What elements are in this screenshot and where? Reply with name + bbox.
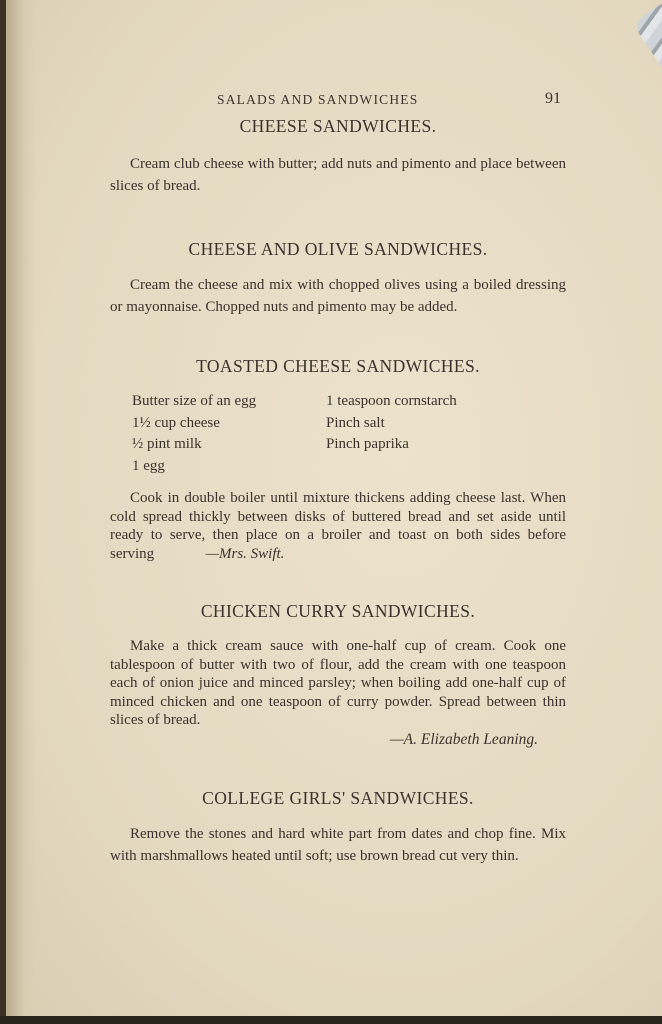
recipe-signature: —Mrs. Swift.: [205, 545, 285, 562]
book-page: [6, 0, 662, 1016]
recipe-body: Make a thick cream sauce with one-half cup of cream. Cook one tablespoon of butter with two of flour, add the cream with one teaspoon each of onion juice and minced parsley; when boiling add one-half cup of minced chicken and one teaspoon of curry powder. Spread between thin slices of bread.: [110, 638, 566, 728]
recipe-body: Cream club cheese with butter; add nuts and pimento and place between slices of bread.: [110, 156, 566, 194]
page-bottom-edge: [0, 1016, 662, 1024]
recipe-text: Cook in double boiler until mixture thickens adding cheese last. When cold spread thickly between disks of buttered bread and set aside until ready to serve, then place on a broiler and toast on both sides before serving: [110, 490, 566, 562]
ingredient: 1 egg: [132, 457, 165, 474]
page-number: 91: [545, 90, 561, 107]
ingredient: 1½ cup cheese: [132, 414, 220, 431]
recipe-title: CHEESE AND OLIVE SANDWICHES.: [188, 239, 488, 259]
ingredient: ½ pint milk: [132, 436, 202, 452]
recipe-body: Cream the cheese and mix with chopped olives using a boiled dressing or mayonnaise. Chopped nuts and pimento may be added.: [110, 277, 566, 315]
recipe-body: [110, 489, 566, 563]
recipe-signature: —A. Elizabeth Leaning.: [389, 730, 538, 748]
page-gutter: [6, 0, 36, 1016]
recipe-college-girls-sandwiches: [110, 788, 566, 867]
recipe-body: Remove the stones and hard white part from dates and chop fine. Mix with marshmallows heated until soft; use brown bread cut very thin.: [110, 825, 566, 864]
recipe-title: CHEESE SANDWICHES.: [239, 116, 437, 136]
recipe-cheese-olive-sandwiches: [110, 239, 566, 318]
ingredient: 1 teaspoon cornstarch: [326, 393, 457, 409]
bookmark-ribbon: [632, 0, 662, 189]
recipe-title: CHICKEN CURRY SANDWICHES.: [200, 601, 476, 621]
recipe-chicken-curry-sandwiches: [110, 601, 566, 750]
ingredient: Pinch paprika: [326, 436, 409, 452]
ingredient: Butter size of an egg: [132, 393, 257, 409]
ingredient: Pinch salt: [326, 414, 385, 431]
ingredient-list: [110, 391, 566, 477]
recipe-toasted-cheese-sandwiches: [110, 356, 566, 563]
recipe-title: TOASTED CHEESE SANDWICHES.: [196, 356, 480, 376]
recipe-cheese-sandwiches: [110, 116, 566, 197]
running-title: SALADS AND SANDWICHES: [217, 92, 419, 107]
page-content: [110, 116, 566, 867]
recipe-title: COLLEGE GIRLS' SANDWICHES.: [202, 787, 474, 808]
